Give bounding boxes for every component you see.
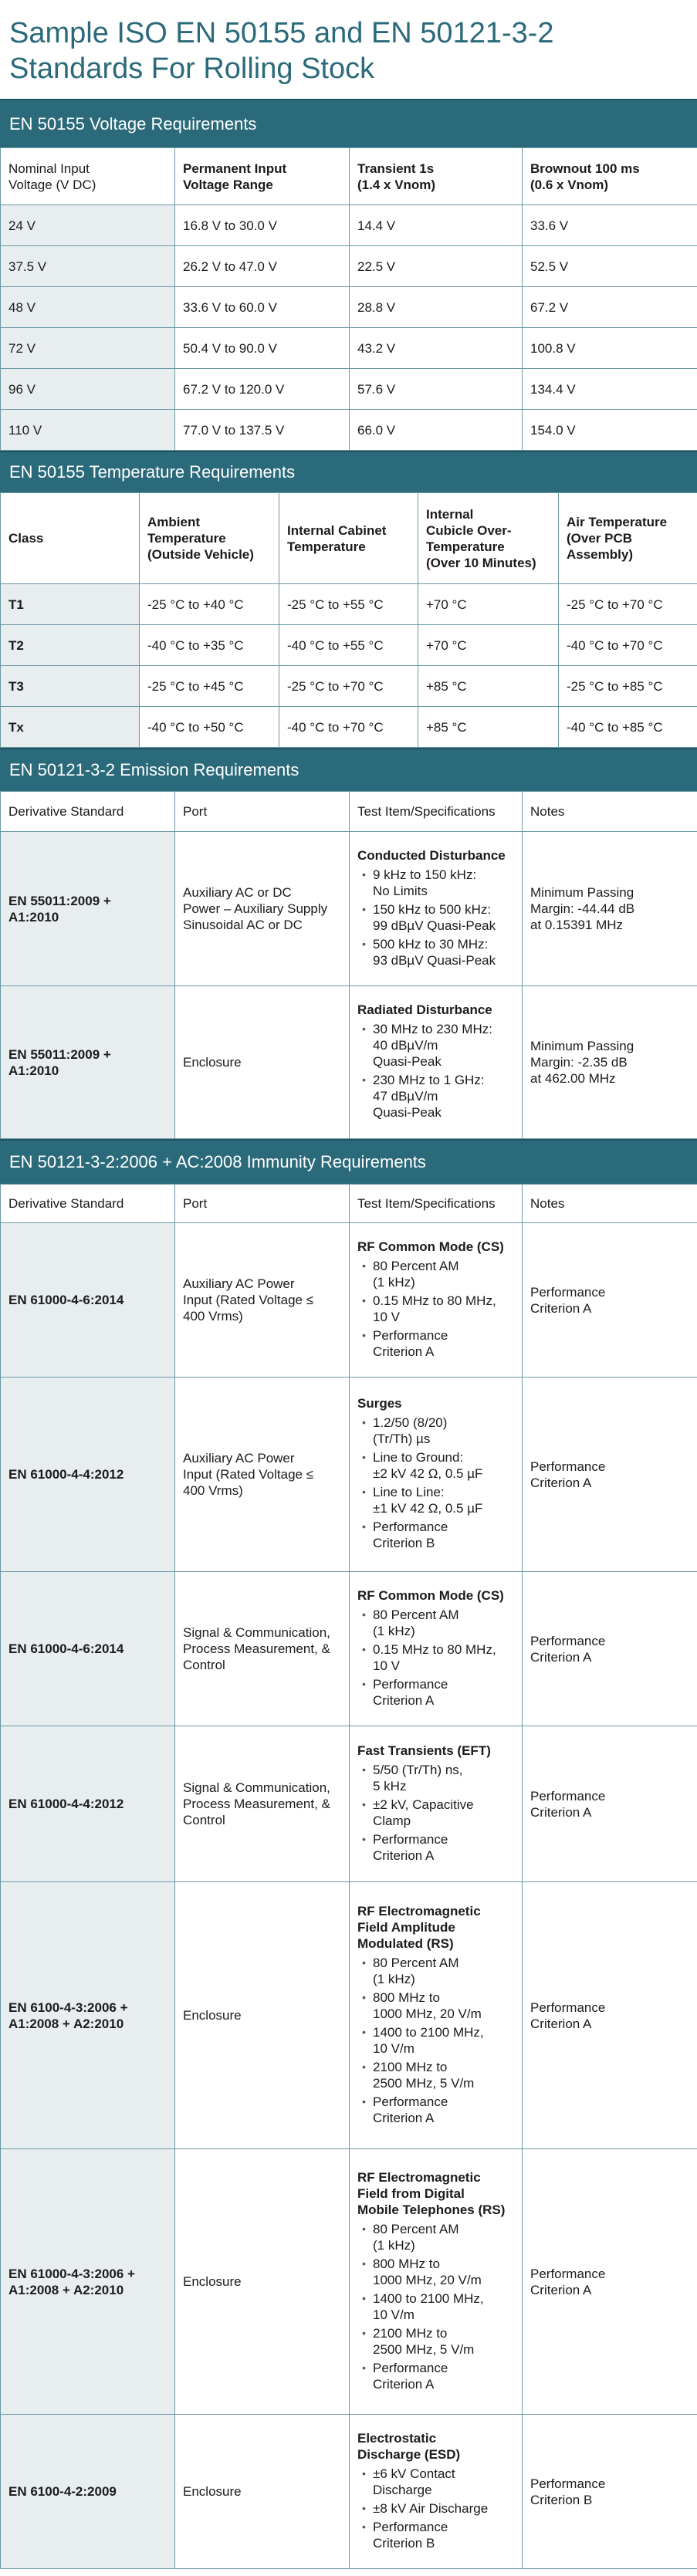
- spec-cell: [350, 1726, 523, 1882]
- table-cell: +70 °C: [418, 625, 559, 666]
- spec-list: [357, 1021, 514, 1121]
- temperature-heading-text: EN 50155 Temperature Requirements: [9, 462, 296, 482]
- temperature-col-header: Internal Cabinet Temperature: [279, 493, 418, 584]
- table-cell: 67.2 V to 120.0 V: [175, 369, 350, 410]
- spec-title: Surges: [357, 1396, 402, 1411]
- table-cell: 26.2 V to 47.0 V: [175, 246, 350, 287]
- voltage-col-header: Transient 1s (1.4 x Vnom): [350, 148, 523, 205]
- list-item: • Performance Criterion A: [373, 1831, 514, 1864]
- list-item: • 1400 to 2100 MHz, 10 V/m: [373, 2290, 514, 2323]
- table-cell: Performance Criterion B: [523, 2415, 697, 2569]
- list-item: • Performance Criterion A: [373, 1676, 514, 1709]
- table-cell: 33.6 V to 60.0 V: [175, 287, 350, 328]
- list-item: • Performance Criterion B: [373, 1519, 514, 1551]
- table-cell: 14.4 V: [350, 205, 523, 246]
- table-cell: Performance Criterion A: [523, 1882, 697, 2149]
- spec-title: RF Common Mode (CS): [357, 1587, 504, 1603]
- emission-table: [0, 791, 697, 1139]
- list-item: • 9 kHz to 150 kHz: No Limits: [373, 867, 514, 899]
- table-cell: 16.8 V to 30.0 V: [175, 205, 350, 246]
- table-cell: Performance Criterion A: [523, 1726, 697, 1882]
- table-cell: EN 55011:2009 + A1:2010: [1, 832, 175, 986]
- table-cell: Auxiliary AC Power Input (Rated Voltage ≤ 400 Vrms): [175, 1378, 350, 1572]
- table-row: [1, 246, 697, 287]
- table-row: [1, 287, 697, 328]
- spec-title: Conducted Disturbance: [357, 847, 506, 863]
- immunity-col-header: Derivative Standard: [1, 1185, 175, 1223]
- temperature-col-header: Class: [1, 493, 140, 584]
- table-cell: T3: [1, 666, 140, 707]
- emission-header-row: [1, 792, 697, 832]
- table-cell: -40 °C to +50 °C: [140, 707, 279, 748]
- table-cell: EN 61000-4-4:2012: [1, 1378, 175, 1572]
- list-item: • 80 Percent AM (1 kHz): [373, 1607, 514, 1639]
- table-cell: Enclosure: [175, 1882, 350, 2149]
- list-item: • 2100 MHz to 2500 MHz, 5 V/m: [373, 2059, 514, 2091]
- table-cell: 100.8 V: [523, 328, 697, 369]
- list-item: • 500 kHz to 30 MHz: 93 dBµV Quasi-Peak: [373, 936, 514, 969]
- spec-cell: [350, 1223, 523, 1378]
- table-cell: Performance Criterion A: [523, 1572, 697, 1726]
- immunity-col-header: Port: [175, 1185, 350, 1223]
- immunity-col-header: Notes: [523, 1185, 697, 1223]
- table-cell: 134.4 V: [523, 369, 697, 410]
- spec-cell: [350, 1882, 523, 2149]
- table-cell: 48 V: [1, 287, 175, 328]
- table-cell: EN 61000-4-4:2012: [1, 1726, 175, 1882]
- list-item: • 800 MHz to 1000 MHz, 20 V/m: [373, 1989, 514, 2022]
- spec-title: RF Electromagnetic Field from Digital Mobile Telephones (RS): [357, 2169, 506, 2217]
- voltage-col-header: Permanent Input Voltage Range: [175, 148, 350, 205]
- table-cell: Performance Criterion A: [523, 1223, 697, 1378]
- table-cell: 50.4 V to 90.0 V: [175, 328, 350, 369]
- list-item: • 2100 MHz to 2500 MHz, 5 V/m: [373, 2325, 514, 2358]
- spec-title: RF Electromagnetic Field Amplitude Modulated (RS): [357, 1903, 481, 1951]
- spec-list: [357, 1258, 514, 1360]
- spec-list: [357, 867, 514, 969]
- table-row: [1, 666, 697, 707]
- table-cell: 28.8 V: [350, 287, 523, 328]
- spec-cell: [350, 986, 523, 1139]
- table-cell: -40 °C to +70 °C: [279, 707, 418, 748]
- spec-list: [357, 1955, 514, 2126]
- table-cell: +85 °C: [418, 666, 559, 707]
- table-cell: Performance Criterion A: [523, 1378, 697, 1572]
- temperature-section-heading: [0, 451, 697, 492]
- immunity-table: [0, 1184, 697, 2569]
- table-row: [1, 410, 697, 451]
- temperature-col-header: Air Temperature (Over PCB Assembly): [559, 493, 697, 584]
- spec-cell: [350, 2415, 523, 2569]
- table-cell: Auxiliary AC or DC Power – Auxiliary Supply Sinusoidal AC or DC: [175, 832, 350, 986]
- table-cell: -25 °C to +45 °C: [140, 666, 279, 707]
- table-cell: Signal & Communication, Process Measurement, & Control: [175, 1726, 350, 1882]
- table-row: [1, 1223, 697, 1378]
- list-item: • Performance Criterion A: [373, 1327, 514, 1360]
- temperature-col-header: Ambient Temperature (Outside Vehicle): [140, 493, 279, 584]
- table-row: [1, 328, 697, 369]
- temperature-table: [0, 492, 697, 748]
- spec-list: [357, 1415, 514, 1551]
- emission-col-header: Derivative Standard: [1, 792, 175, 832]
- immunity-heading-text: EN 50121-3-2:2006 + AC:2008 Immunity Requirements: [9, 1152, 426, 1171]
- table-cell: Signal & Communication, Process Measurement, & Control: [175, 1572, 350, 1726]
- table-cell: Tx: [1, 707, 140, 748]
- list-item: • 800 MHz to 1000 MHz, 20 V/m: [373, 2256, 514, 2288]
- list-item: • 150 kHz to 500 kHz: 99 dBµV Quasi-Peak: [373, 901, 514, 934]
- table-row: [1, 1726, 697, 1882]
- emission-section-heading: [0, 748, 697, 791]
- spec-cell: [350, 1572, 523, 1726]
- emission-col-header: Port: [175, 792, 350, 832]
- temperature-col-header: Internal Cubicle Over- Temperature (Over 10 Minutes): [418, 493, 559, 584]
- table-cell: 72 V: [1, 328, 175, 369]
- table-cell: -25 °C to +70 °C: [559, 584, 697, 625]
- table-cell: T1: [1, 584, 140, 625]
- spec-title: Radiated Disturbance: [357, 1002, 492, 1017]
- table-cell: 37.5 V: [1, 246, 175, 287]
- table-cell: 57.6 V: [350, 369, 523, 410]
- voltage-section-heading: [0, 99, 697, 147]
- spec-list: [357, 1607, 514, 1709]
- table-cell: EN 6100-4-2:2009: [1, 2415, 175, 2569]
- table-cell: Minimum Passing Margin: -2.35 dB at 462.00 MHz: [523, 986, 697, 1139]
- table-cell: Enclosure: [175, 986, 350, 1139]
- table-cell: EN 61000-4-3:2006 + A1:2008 + A2:2010: [1, 2149, 175, 2415]
- table-cell: 67.2 V: [523, 287, 697, 328]
- spec-title: Fast Transients (EFT): [357, 1743, 491, 1758]
- spec-cell: [350, 2149, 523, 2415]
- list-item: • 1400 to 2100 MHz, 10 V/m: [373, 2024, 514, 2057]
- list-item: • 0.15 MHz to 80 MHz, 10 V: [373, 1641, 514, 1674]
- spec-list: [357, 2466, 514, 2551]
- page-title: Sample ISO EN 50155 and EN 50121-3-2 Standards For Rolling Stock: [9, 17, 554, 85]
- spec-title: RF Common Mode (CS): [357, 1239, 504, 1254]
- immunity-section-heading: [0, 1139, 697, 1184]
- table-row: [1, 1572, 697, 1726]
- table-cell: 24 V: [1, 205, 175, 246]
- table-row: [1, 986, 697, 1139]
- table-cell: EN 61000-4-6:2014: [1, 1223, 175, 1378]
- table-cell: EN 61000-4-6:2014: [1, 1572, 175, 1726]
- spec-cell: [350, 1378, 523, 1572]
- temperature-header-row: [1, 493, 697, 584]
- table-cell: 77.0 V to 137.5 V: [175, 410, 350, 451]
- emission-col-header: Notes: [523, 792, 697, 832]
- table-cell: -25 °C to +85 °C: [559, 666, 697, 707]
- table-cell: EN 6100-4-3:2006 + A1:2008 + A2:2010: [1, 1882, 175, 2149]
- list-item: • 80 Percent AM (1 kHz): [373, 1258, 514, 1290]
- list-item: • ±6 kV Contact Discharge: [373, 2466, 514, 2498]
- table-cell: -40 °C to +85 °C: [559, 707, 697, 748]
- list-item: • 80 Percent AM (1 kHz): [373, 1955, 514, 1987]
- voltage-table: [0, 147, 697, 451]
- list-item: • Line to Line: ±1 kV 42 Ω, 0.5 µF: [373, 1484, 514, 1516]
- table-cell: EN 55011:2009 + A1:2010: [1, 986, 175, 1139]
- spec-list: [357, 1762, 514, 1864]
- table-row: [1, 832, 697, 986]
- table-row: [1, 584, 697, 625]
- table-cell: 52.5 V: [523, 246, 697, 287]
- list-item: • 5/50 (Tr/Th) ns, 5 kHz: [373, 1762, 514, 1794]
- voltage-col-header: Brownout 100 ms (0.6 x Vnom): [523, 148, 697, 205]
- table-cell: -25 °C to +40 °C: [140, 584, 279, 625]
- voltage-header-row: [1, 148, 697, 205]
- emission-col-header: Test Item/Specifications: [350, 792, 523, 832]
- table-row: [1, 707, 697, 748]
- list-item: • Line to Ground: ±2 kV 42 Ω, 0.5 µF: [373, 1449, 514, 1482]
- list-item: • 230 MHz to 1 GHz: 47 dBµV/m Quasi-Peak: [373, 1072, 514, 1121]
- voltage-heading-text: EN 50155 Voltage Requirements: [9, 113, 257, 134]
- table-cell: T2: [1, 625, 140, 666]
- list-item: • Performance Criterion A: [373, 2094, 514, 2126]
- table-cell: 33.6 V: [523, 205, 697, 246]
- table-cell: -25 °C to +70 °C: [279, 666, 418, 707]
- table-cell: +85 °C: [418, 707, 559, 748]
- list-item: • 0.15 MHz to 80 MHz, 10 V: [373, 1293, 514, 1325]
- table-cell: 154.0 V: [523, 410, 697, 451]
- table-cell: Performance Criterion A: [523, 2149, 697, 2415]
- table-cell: Auxiliary AC Power Input (Rated Voltage ≤ 400 Vrms): [175, 1223, 350, 1378]
- table-cell: 110 V: [1, 410, 175, 451]
- table-cell: 96 V: [1, 369, 175, 410]
- list-item: • ±2 kV, Capacitive Clamp: [373, 1797, 514, 1829]
- table-cell: 43.2 V: [350, 328, 523, 369]
- emission-heading-text: EN 50121-3-2 Emission Requirements: [9, 760, 299, 779]
- voltage-col-header: Nominal Input Voltage (V DC): [1, 148, 175, 205]
- table-row: [1, 1882, 697, 2149]
- table-cell: +70 °C: [418, 584, 559, 625]
- table-cell: Enclosure: [175, 2149, 350, 2415]
- table-row: [1, 205, 697, 246]
- spec-title: Electrostatic Discharge (ESD): [357, 2430, 461, 2462]
- table-row: [1, 2415, 697, 2569]
- list-item: • Performance Criterion B: [373, 2519, 514, 2551]
- table-row: [1, 369, 697, 410]
- table-cell: -40 °C to +55 °C: [279, 625, 418, 666]
- immunity-col-header: Test Item/Specifications: [350, 1185, 523, 1223]
- table-cell: 22.5 V: [350, 246, 523, 287]
- table-cell: Minimum Passing Margin: -44.44 dB at 0.15391 MHz: [523, 832, 697, 986]
- table-cell: 66.0 V: [350, 410, 523, 451]
- list-item: • Performance Criterion A: [373, 2360, 514, 2392]
- table-row: [1, 2149, 697, 2415]
- table-cell: -40 °C to +70 °C: [559, 625, 697, 666]
- list-item: • ±8 kV Air Discharge: [373, 2500, 514, 2517]
- table-row: [1, 1378, 697, 1572]
- table-cell: Enclosure: [175, 2415, 350, 2569]
- immunity-header-row: [1, 1185, 697, 1223]
- table-cell: -25 °C to +55 °C: [279, 584, 418, 625]
- list-item: • 80 Percent AM (1 kHz): [373, 2221, 514, 2253]
- list-item: • 1.2/50 (8/20) (Tr/Th) µs: [373, 1415, 514, 1447]
- list-item: • 30 MHz to 230 MHz: 40 dBµV/m Quasi-Peak: [373, 1021, 514, 1070]
- spec-list: [357, 2221, 514, 2392]
- spec-cell: [350, 832, 523, 986]
- table-cell: -40 °C to +35 °C: [140, 625, 279, 666]
- table-row: [1, 625, 697, 666]
